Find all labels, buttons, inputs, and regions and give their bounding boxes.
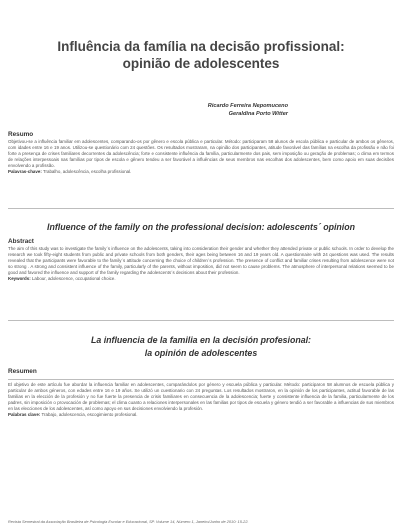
resumo-keywords-label: Palavras-chave: [8,169,42,175]
abstract-heading: Abstract [8,238,34,245]
resumen-keywords: Trabajo, adolescencia, escogimiento profesional. [40,412,138,418]
article-title [20,38,382,72]
resumen-keywords-label: Palabras clave: [8,412,41,418]
resumo-body: Objetivou-se a influência familiar em adolescentes, comparando-os por gênero e escola pública e particular. Método: participaram 58 alunos de escola pública e particular de ambos os gêneros, com idades entre 16 e 19 anos. Utilizou-se questionário com 24 questões. Os resultados mostraram, na opinião dos participantes, atitude favorável das famílias na escolha da profissão e não foi forte a presença de crises familiares decorrentes da adolescência; forte e consistente influência da família, particularmente dos pais, sem imposição ou geração de problemas; o clima em termos de relações interpessoais nas famílias por tipos de escola e gênero tendeu a ser favorável a influências de seus membros nas escolhas dos adolescentes, bem como apoio em suas decisões envolvendo a profissão. [8,139,394,169]
spanish-title-line-2: la opinión de adolescentes [144,348,258,358]
abstract-keywords: Labour, adolescence, occupational choice. [30,276,116,282]
article-title-line-1: Influência da família na decisão profissional: [57,39,345,54]
section-divider-3 [8,379,394,380]
section-divider-2 [8,320,394,321]
abstract-body: The aim of this study was to investigate the family´s influence on the adolescents, taking into consideration their gender and whether they attended private or public schools. In order to develop the research we took fifty-eight students from public and private schools from both genders, their ages being between 16 and 19 years old. A questionnaire with 24 questions was used. The results revealed that the participants were favorable to the family´s attitude concerning the choice of children´s profession. The presence of conflict and familiar crises resulting from adolescence were not so strong . A strong and consistent influence of the family, particularly of the parents, without imposition, did not seem to cause problems. The atmosphere of interpersonal relations seemed to be good and favored the influence and support of the family regarding the adolescents´s decisions about their profession. [8,246,394,276]
resumen-heading: Resumen [8,368,37,375]
section-divider-1 [8,208,394,209]
article-title-line-2: opinião de adolescentes [122,56,280,71]
resumo-text [8,139,394,175]
resumo-keywords: Trabalho, adolescência, escolha profissional. [41,169,132,175]
english-title: Influence of the family on the professional decision: adolescents´ opinion [47,222,355,232]
resumen-text [8,382,394,418]
spanish-title [8,334,394,360]
resumen-body: El objetivo de este artículo fue abordar la influencia familiar en adolescentes, comparándolos por género y escuela pública y particular. Método: participaron 58 alumnos de escuela pública y particular de ambos géneros, con edades entre 16 e 19 años. Se utilizó un cuestionario con 24 preguntas. Los resultados mostraron, en la opinión de los participantes, actitud favorable de las familias en la elección de la profesión y no fue fuerte la presencia de crisis familiares en consecuencia de la adolescencia; fuerte y consistente influencia de la familia, particularmente de los padres, sin imposición o provocación de problemas; el clima cuanto a relaciones interpersonales en las familias por tipos de escuela y género tendió a ser favorable a influencias de sus miembros en las elecciones de los adolescentes, así como apoyo en sus decisiones envolviendo la profesión. [8,382,394,412]
author-1: Ricardo Ferreira Nepomuceno [207,103,288,109]
abstract-text [8,246,394,282]
resumo-heading: Resumo [8,131,34,138]
author-list [208,103,288,118]
abstract-keywords-label: Keywords: [8,276,31,282]
author-2: Geraldina Porto Witter [228,110,288,117]
journal-footer: Revista Semestral da Associação Brasileira de Psicologia Escolar e Educacional, SP. Volume 14, Número 1, Janeiro/Junho de 2010: 15-22. [8,519,249,524]
spanish-title-line-1: La influencia de la familia en la decisión profesional: [91,335,311,345]
